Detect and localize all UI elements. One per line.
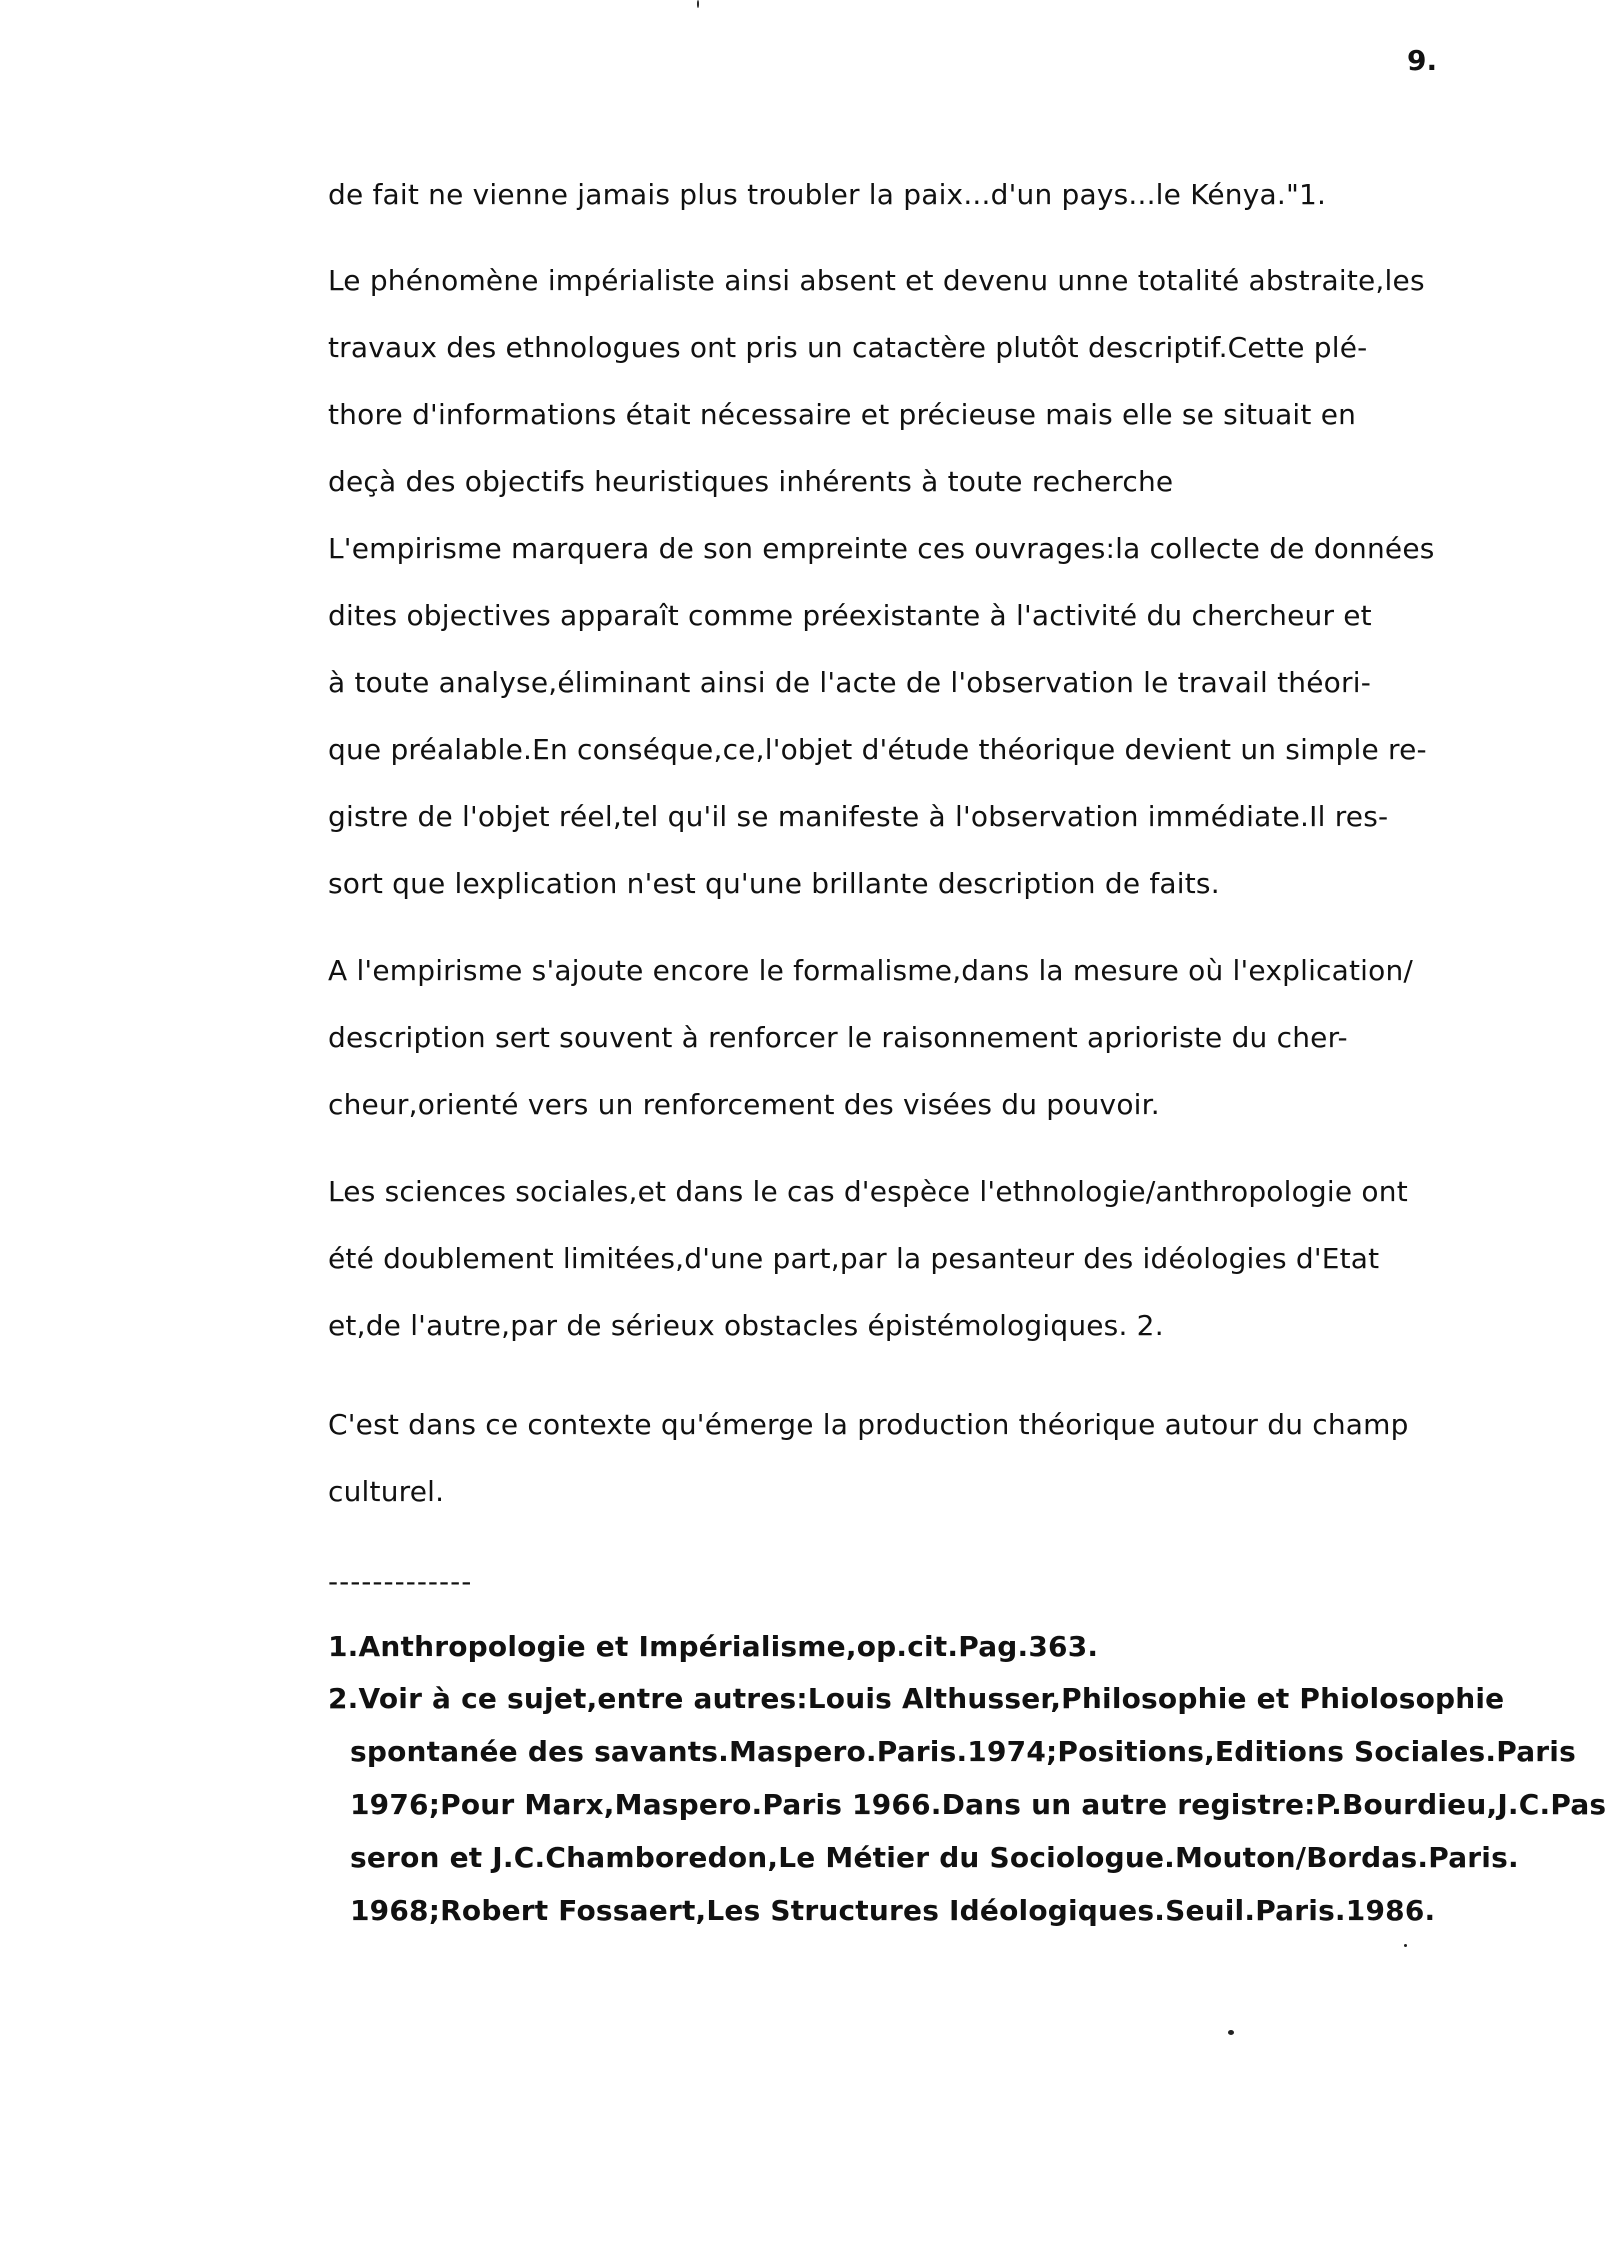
text-line: été doublement limitées,d'une part,par la pesanteur des idéologies d'Etat — [328, 1242, 1380, 1275]
text-line: deçà des objectifs heuristiques inhérents à toute recherche — [328, 465, 1174, 498]
text-line: de fait ne vienne jamais plus troubler la paix...d'un pays...le Kénya."1. — [328, 178, 1327, 211]
text-line: culturel. — [328, 1475, 445, 1508]
footnote-2-line: seron et J.C.Chamboredon,Le Métier du Sociologue.Mouton/Bordas.Paris. — [350, 1841, 1519, 1874]
footnote-separator: ------------- — [328, 1565, 473, 1598]
text-line: C'est dans ce contexte qu'émerge la production théorique autour du champ — [328, 1408, 1409, 1441]
text-line: A l'empirisme s'ajoute encore le formalisme,dans la mesure où l'explication/ — [328, 954, 1414, 987]
text-line: Le phénomène impérialiste ainsi absent et devenu unne totalité abstraite,les — [328, 264, 1425, 297]
text-line: sort que lexplication n'est qu'une brillante description de faits. — [328, 867, 1220, 900]
text-line: Les sciences sociales,et dans le cas d'espèce l'ethnologie/anthropologie ont — [328, 1175, 1408, 1208]
text-line: L'empirisme marquera de son empreinte ces ouvrages:la collecte de données — [328, 532, 1435, 565]
text-line: que préalable.En conséque,ce,l'objet d'étude théorique devient un simple re- — [328, 733, 1427, 766]
text-line: cheur,orienté vers un renforcement des visées du pouvoir. — [328, 1088, 1160, 1121]
footnote-2-line: spontanée des savants.Maspero.Paris.1974;Positions,Editions Sociales.Paris — [350, 1735, 1576, 1768]
text-line: à toute analyse,éliminant ainsi de l'acte de l'observation le travail théori- — [328, 666, 1371, 699]
footnote-2-line: 2.Voir à ce sujet,entre autres:Louis Althusser,Philosophie et Phiolosophie — [328, 1682, 1505, 1715]
text-line: dites objectives apparaît comme préexistante à l'activité du chercheur et — [328, 599, 1372, 632]
text-line: et,de l'autre,par de sérieux obstacles épistémologiques. 2. — [328, 1309, 1164, 1342]
footnote-2-line: 1976;Pour Marx,Maspero.Paris 1966.Dans un autre registre:P.Bourdieu,J.C.Pas — [350, 1788, 1607, 1821]
scan-speck — [1404, 1944, 1407, 1947]
text-line: description sert souvent à renforcer le raisonnement aprioriste du cher- — [328, 1021, 1348, 1054]
text-line: gistre de l'objet réel,tel qu'il se manifeste à l'observation immédiate.Il res- — [328, 800, 1389, 833]
footnote-2-line: 1968;Robert Fossaert,Les Structures Idéologiques.Seuil.Paris.1986. — [350, 1894, 1436, 1927]
scan-speck — [1228, 2030, 1234, 2035]
text-line: travaux des ethnologues ont pris un catactère plutôt descriptif.Cette plé- — [328, 331, 1368, 364]
footnote-1: 1.Anthropologie et Impérialisme,op.cit.Pag.363. — [328, 1630, 1099, 1663]
text-line: thore d'informations était nécessaire et précieuse mais elle se situait en — [328, 398, 1357, 431]
page-number: 9. — [1407, 44, 1438, 77]
scan-speck — [697, 0, 699, 8]
